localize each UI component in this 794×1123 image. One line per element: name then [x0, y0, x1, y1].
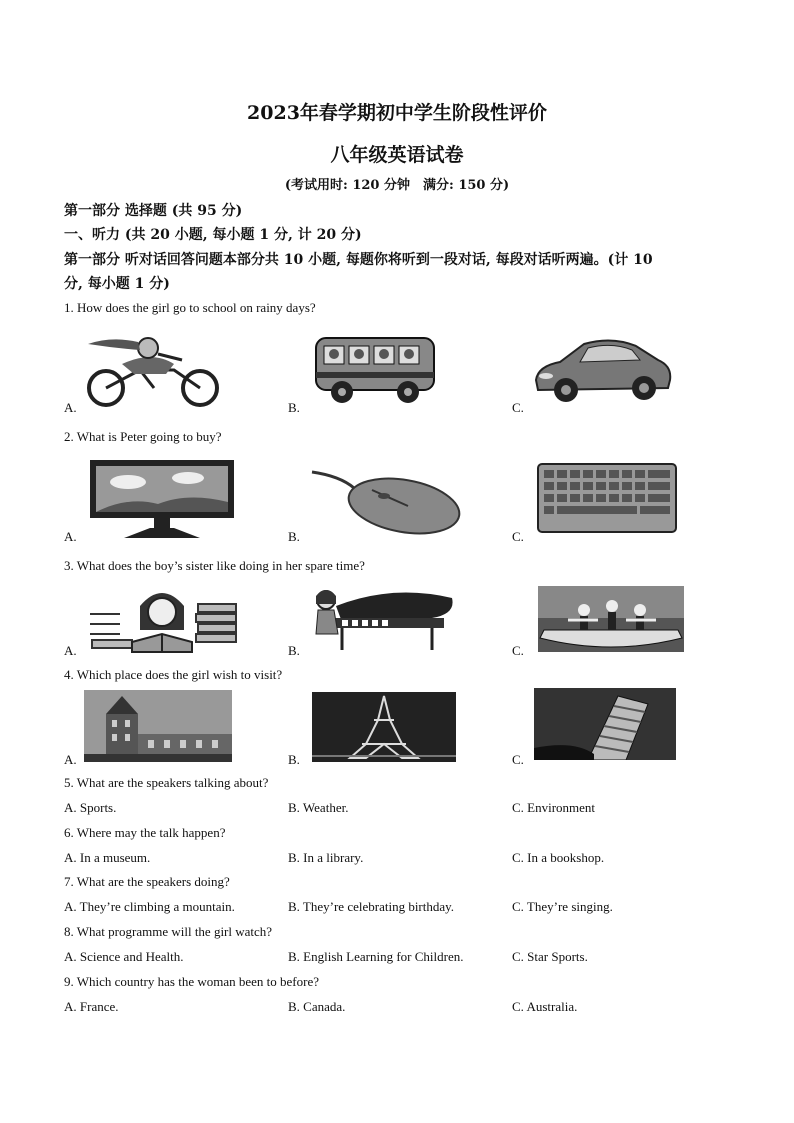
q2-option-a[interactable]: A. — [64, 529, 77, 544]
q9-option-c[interactable]: C. Australia. — [512, 999, 578, 1014]
q5-option-b[interactable]: B. Weather. — [288, 800, 349, 815]
tower-building-image — [84, 690, 232, 762]
q3-option-a[interactable]: A. — [64, 643, 77, 658]
keyboard-image — [536, 462, 678, 534]
q9-option-b[interactable]: B. Canada. — [288, 999, 346, 1014]
q1-option-b[interactable]: B. — [288, 400, 300, 415]
q8-option-c[interactable]: C. Star Sports. — [512, 949, 588, 964]
q4-option-a[interactable]: A. — [64, 752, 77, 767]
question-9: 9. Which country has the woman been to before? — [64, 974, 319, 989]
computer-monitor-image — [88, 458, 236, 540]
question-8: 8. What programme will the girl watch? — [64, 924, 273, 939]
q4-option-b[interactable]: B. — [288, 752, 300, 767]
part-heading: 第一部分 选择题 (共 95 分) — [64, 203, 243, 219]
school-bus-image — [314, 332, 436, 406]
q6-option-a[interactable]: A. In a museum. — [64, 850, 151, 865]
computer-mouse-image — [310, 466, 462, 536]
exam-subtitle: 八年级英语试卷 — [330, 144, 464, 166]
listening-heading: 一、听力 (共 20 小题, 每小题 1 分, 计 20 分) — [64, 227, 362, 243]
q6-option-b[interactable]: B. In a library. — [288, 850, 364, 865]
question-6: 6. Where may the talk happen? — [64, 825, 226, 840]
question-1: 1. How does the girl go to school on rainy days? — [64, 300, 316, 315]
q2-option-b[interactable]: B. — [288, 529, 300, 544]
q3-option-b[interactable]: B. — [288, 643, 300, 658]
question-7: 7. What are the speakers doing? — [64, 874, 230, 889]
car-image — [532, 330, 674, 408]
question-5: 5. What are the speakers talking about? — [64, 775, 269, 790]
q1-option-c[interactable]: C. — [512, 400, 524, 415]
q8-option-b[interactable]: B. English Learning for Children. — [288, 949, 464, 964]
question-4: 4. Which place does the girl wish to visit? — [64, 667, 283, 682]
q8-option-a[interactable]: A. Science and Health. — [64, 949, 184, 964]
q1-option-a[interactable]: A. — [64, 400, 77, 415]
q5-option-c[interactable]: C. Environment — [512, 800, 596, 815]
girl-riding-bicycle-image — [82, 330, 230, 408]
q4-option-c[interactable]: C. — [512, 752, 524, 767]
q3-option-c[interactable]: C. — [512, 643, 524, 658]
leaning-tower-image — [534, 688, 676, 760]
q9-option-a[interactable]: A. France. — [64, 999, 119, 1014]
q7-option-a[interactable]: A. They’re climbing a mountain. — [64, 899, 235, 914]
question-2: 2. What is Peter going to buy? — [64, 429, 222, 444]
girl-playing-piano-image — [312, 584, 456, 652]
eiffel-tower-image — [312, 692, 456, 762]
exam-info: (考试用时: 120 分钟 满分: 150 分) — [284, 178, 510, 193]
q7-option-b[interactable]: B. They’re celebrating birthday. — [288, 899, 455, 914]
instruction-line-2: 分, 每小题 1 分) — [64, 276, 170, 292]
q2-option-c[interactable]: C. — [512, 529, 524, 544]
instruction-line-1: 第一部分 听对话回答问题本部分共 10 小题, 每题你将听到一段对话, 每段对话听两遍。(计 10 — [64, 252, 653, 268]
question-3: 3. What does the boy’s sister like doing in her spare time? — [64, 558, 365, 573]
people-rowing-boat-image — [538, 586, 684, 652]
q6-option-c[interactable]: C. In a bookshop. — [512, 850, 605, 865]
exam-title: 2023年春学期初中学生阶段性评价 — [247, 102, 547, 124]
girl-reading-books-image — [86, 584, 240, 654]
q5-option-a[interactable]: A. Sports. — [64, 800, 117, 815]
q7-option-c[interactable]: C. They’re singing. — [512, 899, 613, 914]
